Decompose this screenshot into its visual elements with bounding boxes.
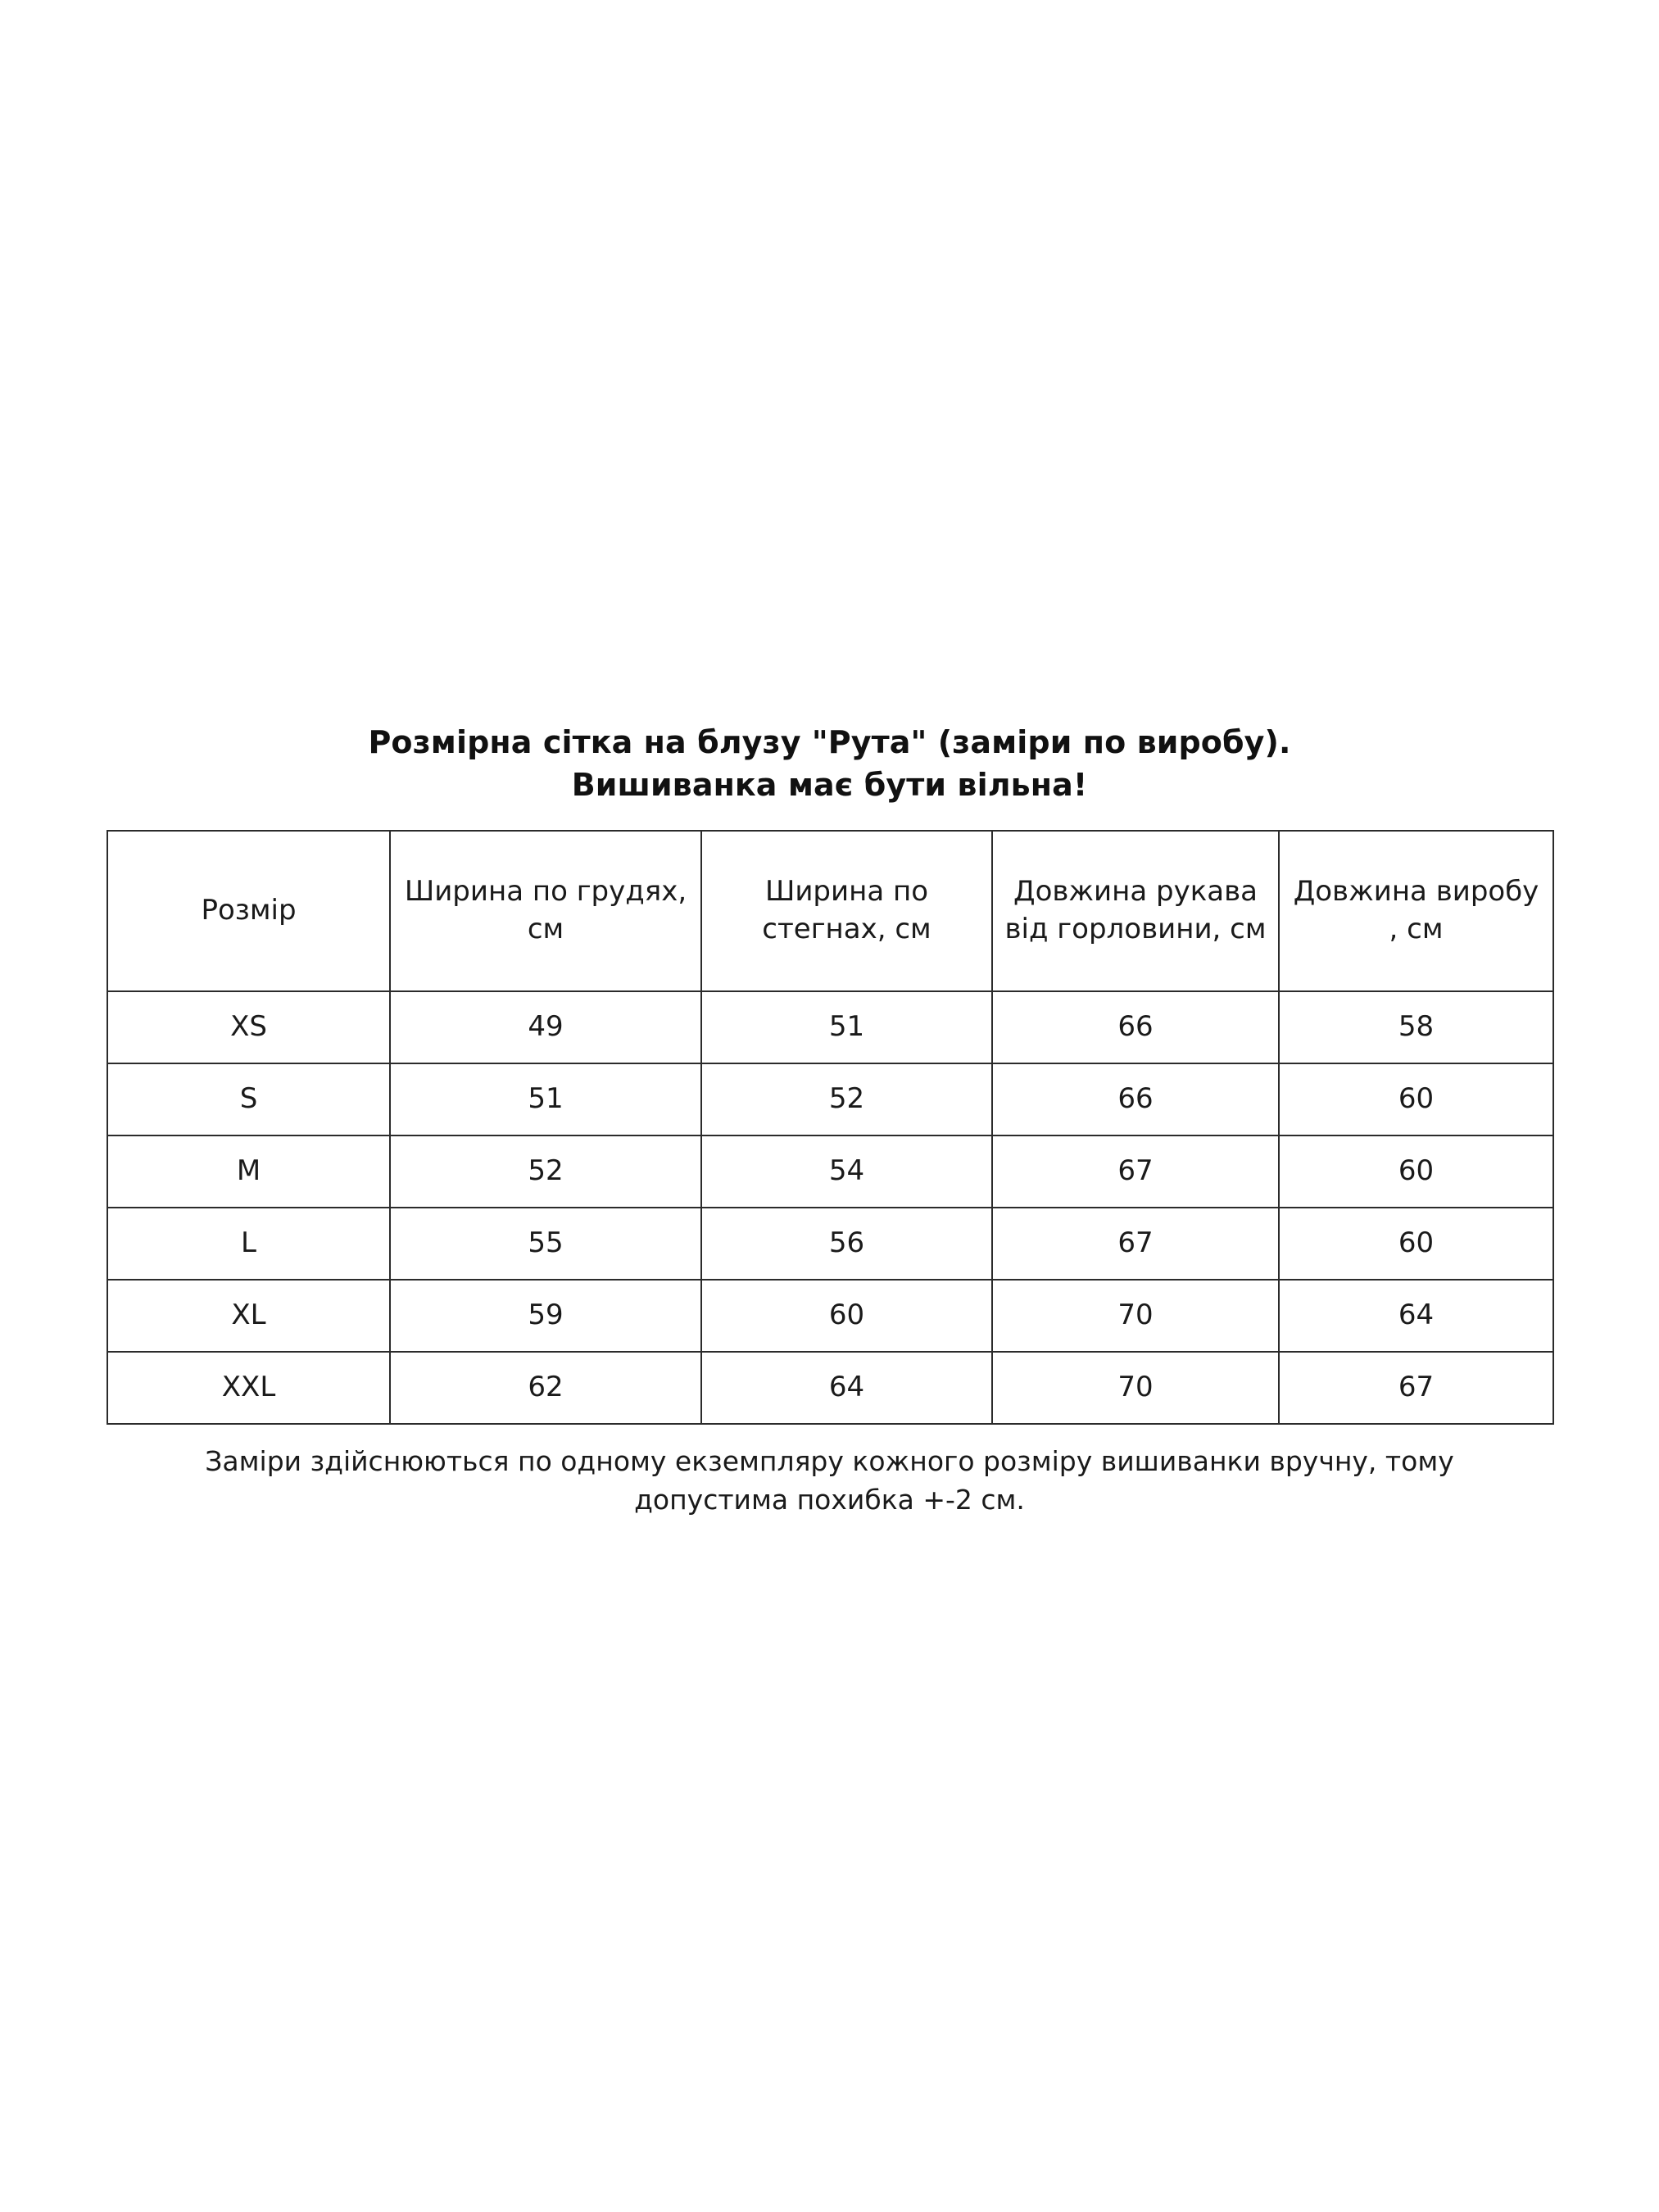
cell-size: L — [107, 1208, 390, 1280]
cell-chest: 59 — [390, 1280, 701, 1352]
cell-chest: 51 — [390, 1063, 701, 1135]
cell-sleeve: 66 — [992, 991, 1279, 1063]
size-table-body — [107, 991, 1553, 1424]
page-title — [107, 721, 1552, 807]
cell-size: S — [107, 1063, 390, 1135]
cell-size: XXL — [107, 1352, 390, 1424]
table-row — [107, 1063, 1553, 1135]
page-title-line-1: Розмірна сітка на блузу "Рута" (заміри по виробу). — [368, 724, 1291, 760]
table-row — [107, 1352, 1553, 1424]
measurement-note-line-1: Заміри здійснюються по одному екземпляру кожного розміру вишиванки вручну, тому — [205, 1444, 1454, 1477]
cell-length: 60 — [1279, 1063, 1553, 1135]
table-header-row — [107, 831, 1553, 991]
cell-length: 60 — [1279, 1208, 1553, 1280]
size-table-head — [107, 831, 1553, 991]
cell-hips: 52 — [701, 1063, 992, 1135]
cell-chest: 62 — [390, 1352, 701, 1424]
page-title-line-2: Вишиванка має бути вільна! — [571, 767, 1088, 804]
cell-sleeve: 67 — [992, 1208, 1279, 1280]
cell-length: 64 — [1279, 1280, 1553, 1352]
cell-chest: 52 — [390, 1135, 701, 1208]
cell-size: XS — [107, 991, 390, 1063]
measurement-note — [107, 1443, 1552, 1520]
column-header-chest-width: Ширина по грудях, см — [390, 831, 701, 991]
cell-length: 60 — [1279, 1135, 1553, 1208]
column-header-sleeve-length: Довжина рукава від горловини, см — [992, 831, 1279, 991]
cell-size: M — [107, 1135, 390, 1208]
cell-size: XL — [107, 1280, 390, 1352]
table-row — [107, 1280, 1553, 1352]
measurement-note-line-2: допустима похибка +-2 см. — [634, 1483, 1025, 1516]
column-header-hip-width: Ширина по стегнах, см — [701, 831, 992, 991]
cell-length: 67 — [1279, 1352, 1553, 1424]
table-row — [107, 991, 1553, 1063]
cell-hips: 51 — [701, 991, 992, 1063]
size-table — [107, 830, 1554, 1425]
cell-hips: 60 — [701, 1280, 992, 1352]
cell-length: 58 — [1279, 991, 1553, 1063]
cell-hips: 54 — [701, 1135, 992, 1208]
cell-sleeve: 66 — [992, 1063, 1279, 1135]
cell-hips: 56 — [701, 1208, 992, 1280]
cell-chest: 49 — [390, 991, 701, 1063]
cell-sleeve: 67 — [992, 1135, 1279, 1208]
column-header-size: Розмір — [107, 831, 390, 991]
cell-sleeve: 70 — [992, 1280, 1279, 1352]
cell-hips: 64 — [701, 1352, 992, 1424]
cell-sleeve: 70 — [992, 1352, 1279, 1424]
table-row — [107, 1135, 1553, 1208]
column-header-product-length: Довжина виробу , см — [1279, 831, 1553, 991]
size-chart-block — [107, 721, 1552, 1547]
table-row — [107, 1208, 1553, 1280]
cell-chest: 55 — [390, 1208, 701, 1280]
